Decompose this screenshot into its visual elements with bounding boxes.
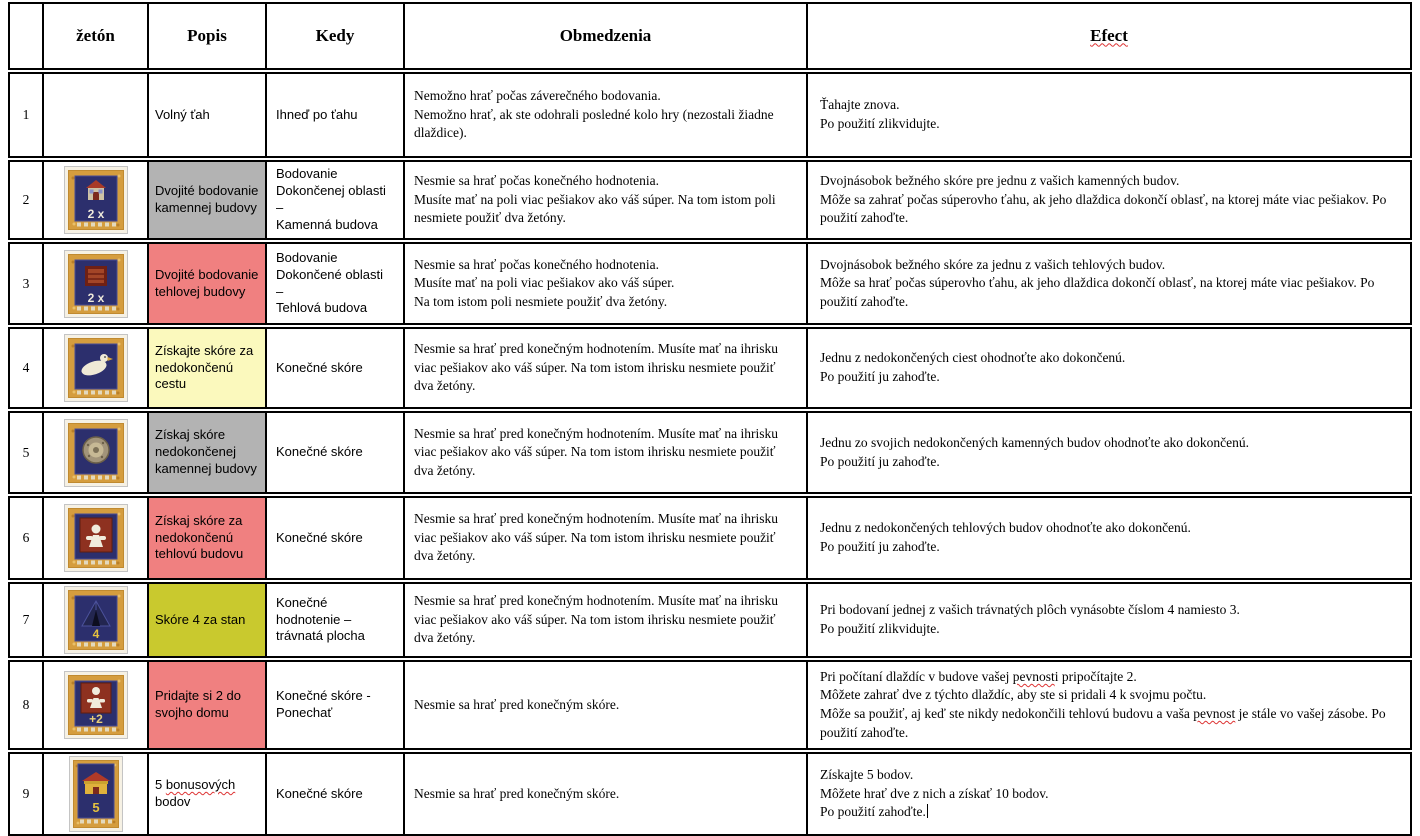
- obmedzenia-cell[interactable]: [405, 162, 808, 238]
- token-unfinished-road[interactable]: [64, 334, 128, 402]
- header-cell-number[interactable]: [10, 4, 44, 68]
- efect-cell[interactable]: [808, 244, 1410, 323]
- text-line: Konečné skóre: [276, 529, 363, 545]
- header-label-obmedzenia: Obmedzenia: [559, 25, 652, 45]
- misspelled-word: pevnost: [1193, 706, 1236, 721]
- popis-cell[interactable]: [149, 74, 267, 156]
- efect-cell[interactable]: [808, 662, 1410, 748]
- row-number-cell[interactable]: 8: [10, 662, 44, 748]
- popis-cell[interactable]: [149, 662, 267, 748]
- table-header-row: [8, 2, 1412, 70]
- text-line: Nesmie sa hrať pred konečným skóre.: [414, 785, 620, 801]
- token-tent-4[interactable]: [64, 586, 128, 654]
- table-row: [8, 496, 1412, 580]
- token-cell[interactable]: [44, 244, 149, 323]
- table-row: [8, 411, 1412, 494]
- text-line: Volný ťah: [155, 106, 210, 122]
- text-line: Kamenná budova: [276, 216, 378, 232]
- text-line: Získajte skóre za nedokončenú cestu: [155, 342, 254, 392]
- svg-text:5: 5: [91, 800, 100, 815]
- text-line: Nemožno hrať, ak ste odohrali posledné kolo hry (nezostali žiadne dlaždice).: [414, 106, 774, 141]
- row-number-cell[interactable]: 5: [10, 413, 44, 492]
- popis-cell[interactable]: [149, 754, 267, 834]
- row-number-cell[interactable]: 2: [10, 162, 44, 238]
- efect-cell[interactable]: [808, 329, 1410, 407]
- text-line: Jednu zo svojich nedokončených kamenných budov ohodnoťte ako dokončenú.: [820, 434, 1250, 450]
- header-label-kedy: Kedy: [315, 25, 355, 45]
- token-unfinished-stone-building[interactable]: [64, 419, 128, 487]
- header-label-zeton: žetón: [76, 25, 115, 45]
- obmedzenia-cell[interactable]: [405, 584, 808, 656]
- obmedzenia-cell[interactable]: [405, 498, 808, 578]
- token-cell[interactable]: [44, 413, 149, 492]
- efect-cell[interactable]: [808, 584, 1410, 656]
- token-2x-stone-building[interactable]: [64, 166, 128, 234]
- popis-cell[interactable]: [149, 498, 267, 578]
- popis-cell[interactable]: [149, 244, 267, 323]
- kedy-cell[interactable]: [267, 662, 405, 748]
- kedy-cell[interactable]: [267, 74, 405, 156]
- token-rules-table: [8, 2, 1412, 836]
- header-cell-efect[interactable]: [808, 4, 1410, 68]
- popis-cell[interactable]: [149, 584, 267, 656]
- text-line: Nesmie sa hrať pred konečným skóre.: [414, 696, 620, 712]
- kedy-cell[interactable]: [267, 244, 405, 323]
- text-line: Nesmie sa hrať počas konečného hodnotenia.: [414, 173, 659, 189]
- text-line: Po použití ju zahoďte.: [820, 369, 940, 384]
- misspelled-word: pevnost: [1012, 668, 1055, 684]
- text-line: Po použití zahoďte.: [820, 803, 1401, 822]
- misspelled-word: bonusových: [165, 777, 236, 793]
- efect-cell[interactable]: [808, 413, 1410, 492]
- text-line: Môžete hrať dve z nich a získať 10 bodov.: [820, 785, 1049, 801]
- text-line: Po použití ju zahoďte.: [820, 539, 940, 554]
- text-line: Nesmie sa hrať počas konečného hodnotenia.: [414, 256, 659, 272]
- row-number-cell[interactable]: 6: [10, 498, 44, 578]
- obmedzenia-cell[interactable]: [405, 413, 808, 492]
- popis-cell[interactable]: [149, 162, 267, 238]
- token-cell[interactable]: [44, 329, 149, 407]
- text-line: Získajte 5 bodov.: [820, 767, 914, 783]
- popis-cell[interactable]: [149, 413, 267, 492]
- text-line: Môže sa zahrať počas súperovho ťahu, ak jeho dlaždica dokončí oblasť, na ktorej máte viac pešiakov. Po použití zahoďte.: [820, 191, 1387, 226]
- table-row: [8, 660, 1412, 750]
- text-line: Dvojnásobok bežného skóre za jednu z vašich tehlových budov.: [820, 256, 1166, 272]
- header-label-efect: Efect: [1090, 25, 1128, 45]
- text-line: Ihneď po ťahu: [276, 106, 358, 122]
- text-line: Môžete zahrať dve z týchto dlaždíc, aby ste si pridali 4 k svojmu počtu.: [820, 687, 1207, 703]
- text-line: Konečné hodnotenie – trávnatá plocha: [276, 594, 365, 644]
- header-cell-zeton[interactable]: [44, 4, 149, 68]
- header-cell-obmedzenia[interactable]: [405, 4, 808, 68]
- text-line: Tehlová budova: [276, 300, 368, 316]
- text-line: Musíte mať na poli viac pešiakov ako váš súper. Na tom istom poli nesmiete použiť dva žetóny.: [414, 191, 776, 226]
- efect-cell[interactable]: [808, 74, 1410, 156]
- kedy-cell[interactable]: [267, 498, 405, 578]
- row-number-cell[interactable]: 9: [10, 754, 44, 834]
- text-line: Získaj skóre za nedokončenú tehlovú budovu: [155, 512, 244, 562]
- token-cell[interactable]: [44, 662, 149, 748]
- svg-text:2 x: 2 x: [87, 290, 104, 305]
- text-line: –: [276, 283, 284, 299]
- row-number-cell[interactable]: 4: [10, 329, 44, 407]
- token-unfinished-brick-building[interactable]: [64, 504, 128, 572]
- header-cell-popis[interactable]: [149, 4, 267, 68]
- text-line: Konečné skóre - Ponechať: [276, 688, 371, 720]
- text-line: Dvojnásobok bežného skóre pre jednu z vašich kamenných budov.: [820, 173, 1180, 189]
- kedy-cell[interactable]: [267, 413, 405, 492]
- text-line: Konečné skóre: [276, 359, 363, 375]
- text-line: Dvojité bodovanie tehlovej budovy: [155, 266, 259, 299]
- text-line: Pri počítaní dlaždíc v budove vašej pevnosti pripočítajte 2.: [820, 668, 1137, 684]
- svg-text:+2: +2: [88, 712, 103, 726]
- row-number-cell[interactable]: 1: [10, 74, 44, 156]
- text-line: Pridajte si 2 do svojho domu: [155, 688, 241, 720]
- text-line: Jednu z nedokončených ciest ohodnoťte ako dokončenú.: [820, 350, 1126, 366]
- text-line: Môže sa hrať počas súperovho ťahu, ak jeho dlaždica dokončí oblasť, na ktorej máte viac pešiakov. Po použití zahoďte.: [820, 275, 1375, 309]
- popis-cell[interactable]: [149, 329, 267, 407]
- text-line: Dvojité bodovanie kamennej budovy: [155, 183, 259, 215]
- text-line: –: [276, 200, 284, 215]
- header-cell-kedy[interactable]: [267, 4, 405, 68]
- token-cell[interactable]: [44, 584, 149, 656]
- text-line: Bodovanie Dokončenej oblasti: [276, 166, 386, 199]
- efect-cell[interactable]: [808, 498, 1410, 578]
- text-line: Skóre 4 za stan: [155, 611, 246, 627]
- token-plus-2[interactable]: [64, 671, 128, 739]
- kedy-cell[interactable]: [267, 754, 405, 834]
- table-row: [8, 242, 1412, 325]
- text-cursor: [927, 804, 929, 818]
- text-line: Nemožno hrať počas záverečného bodovania.: [414, 88, 661, 104]
- obmedzenia-cell[interactable]: [405, 662, 808, 748]
- kedy-cell[interactable]: [267, 162, 405, 238]
- text-line: Nesmie sa hrať pred konečným hodnotením. Musíte mať na ihrisku viac pešiakov ako váš súper. Na tom istom ihrisku nesmiete použiť dva žetóny.: [414, 511, 778, 564]
- text-line: 5 bonusových bodov: [155, 777, 236, 809]
- text-line: Na tom istom poli nesmiete použiť dva žetóny.: [414, 293, 668, 309]
- svg-text:4: 4: [92, 627, 99, 641]
- token-2x-brick-building[interactable]: [64, 250, 128, 318]
- token-cell[interactable]: [44, 162, 149, 238]
- efect-cell[interactable]: [808, 162, 1410, 238]
- text-line: Môže sa použiť, aj keď ste nikdy nedokončili tehlovú budovu a vaša pevnost je stále vo vašej zásobe. Po použití zahoďte.: [820, 706, 1386, 740]
- kedy-cell[interactable]: [267, 329, 405, 407]
- text-line: Ťahajte znova.: [820, 97, 900, 113]
- token-cell[interactable]: [44, 498, 149, 578]
- text-line: Nesmie sa hrať pred konečným hodnotením. Musíte mať na ihrisku viac pešiakov ako váš súper. Na tom istom ihrisku nesmiete použiť dva žetóny.: [414, 425, 778, 478]
- token-5-bonus[interactable]: [69, 756, 123, 832]
- text-line: Po použití zlikvidujte.: [820, 621, 940, 636]
- text-line: Jednu z nedokončených tehlových budov ohodnoťte ako dokončenú.: [820, 520, 1191, 536]
- table-row: [8, 582, 1412, 658]
- table-row: [8, 752, 1412, 836]
- obmedzenia-cell[interactable]: [405, 74, 808, 156]
- text-line: Konečné skóre: [276, 785, 363, 801]
- token-cell[interactable]: [44, 74, 149, 156]
- table-row: [8, 72, 1412, 158]
- row-number-cell[interactable]: 7: [10, 584, 44, 656]
- text-line: Bodovanie Dokončené oblasti: [276, 249, 383, 282]
- text-line: Musíte mať na poli viac pešiakov ako váš súper.: [414, 275, 675, 291]
- text-line: Nesmie sa hrať pred konečným hodnotením. Musíte mať na ihrisku viac pešiakov ako váš súper. Na tom istom ihrisku nesmiete použiť dva žetóny.: [414, 593, 778, 646]
- text-line: Získaj skóre nedokončenej kamennej budovy: [155, 427, 257, 476]
- token-cell[interactable]: [44, 754, 149, 834]
- header-label-popis: Popis: [187, 25, 227, 45]
- kedy-cell[interactable]: [267, 584, 405, 656]
- text-line: Po použití zlikvidujte.: [820, 116, 940, 131]
- row-number-cell[interactable]: 3: [10, 244, 44, 323]
- table-row: [8, 160, 1412, 240]
- text-line: Pri bodovaní jednej z vašich trávnatých plôch vynásobte číslom 4 namiesto 3.: [820, 602, 1240, 618]
- efect-cell[interactable]: [808, 754, 1410, 834]
- obmedzenia-cell[interactable]: [405, 329, 808, 407]
- obmedzenia-cell[interactable]: [405, 754, 808, 834]
- text-line: Konečné skóre: [276, 444, 363, 460]
- text-line: Nesmie sa hrať pred konečným hodnotením. Musíte mať na ihrisku viac pešiakov ako váš súper. Na tom istom ihrisku nesmiete použiť dva žetóny.: [414, 341, 778, 394]
- svg-text:2 x: 2 x: [87, 207, 104, 221]
- obmedzenia-cell[interactable]: [405, 244, 808, 323]
- text-line: Po použití ju zahoďte.: [820, 453, 940, 469]
- table-row: [8, 327, 1412, 409]
